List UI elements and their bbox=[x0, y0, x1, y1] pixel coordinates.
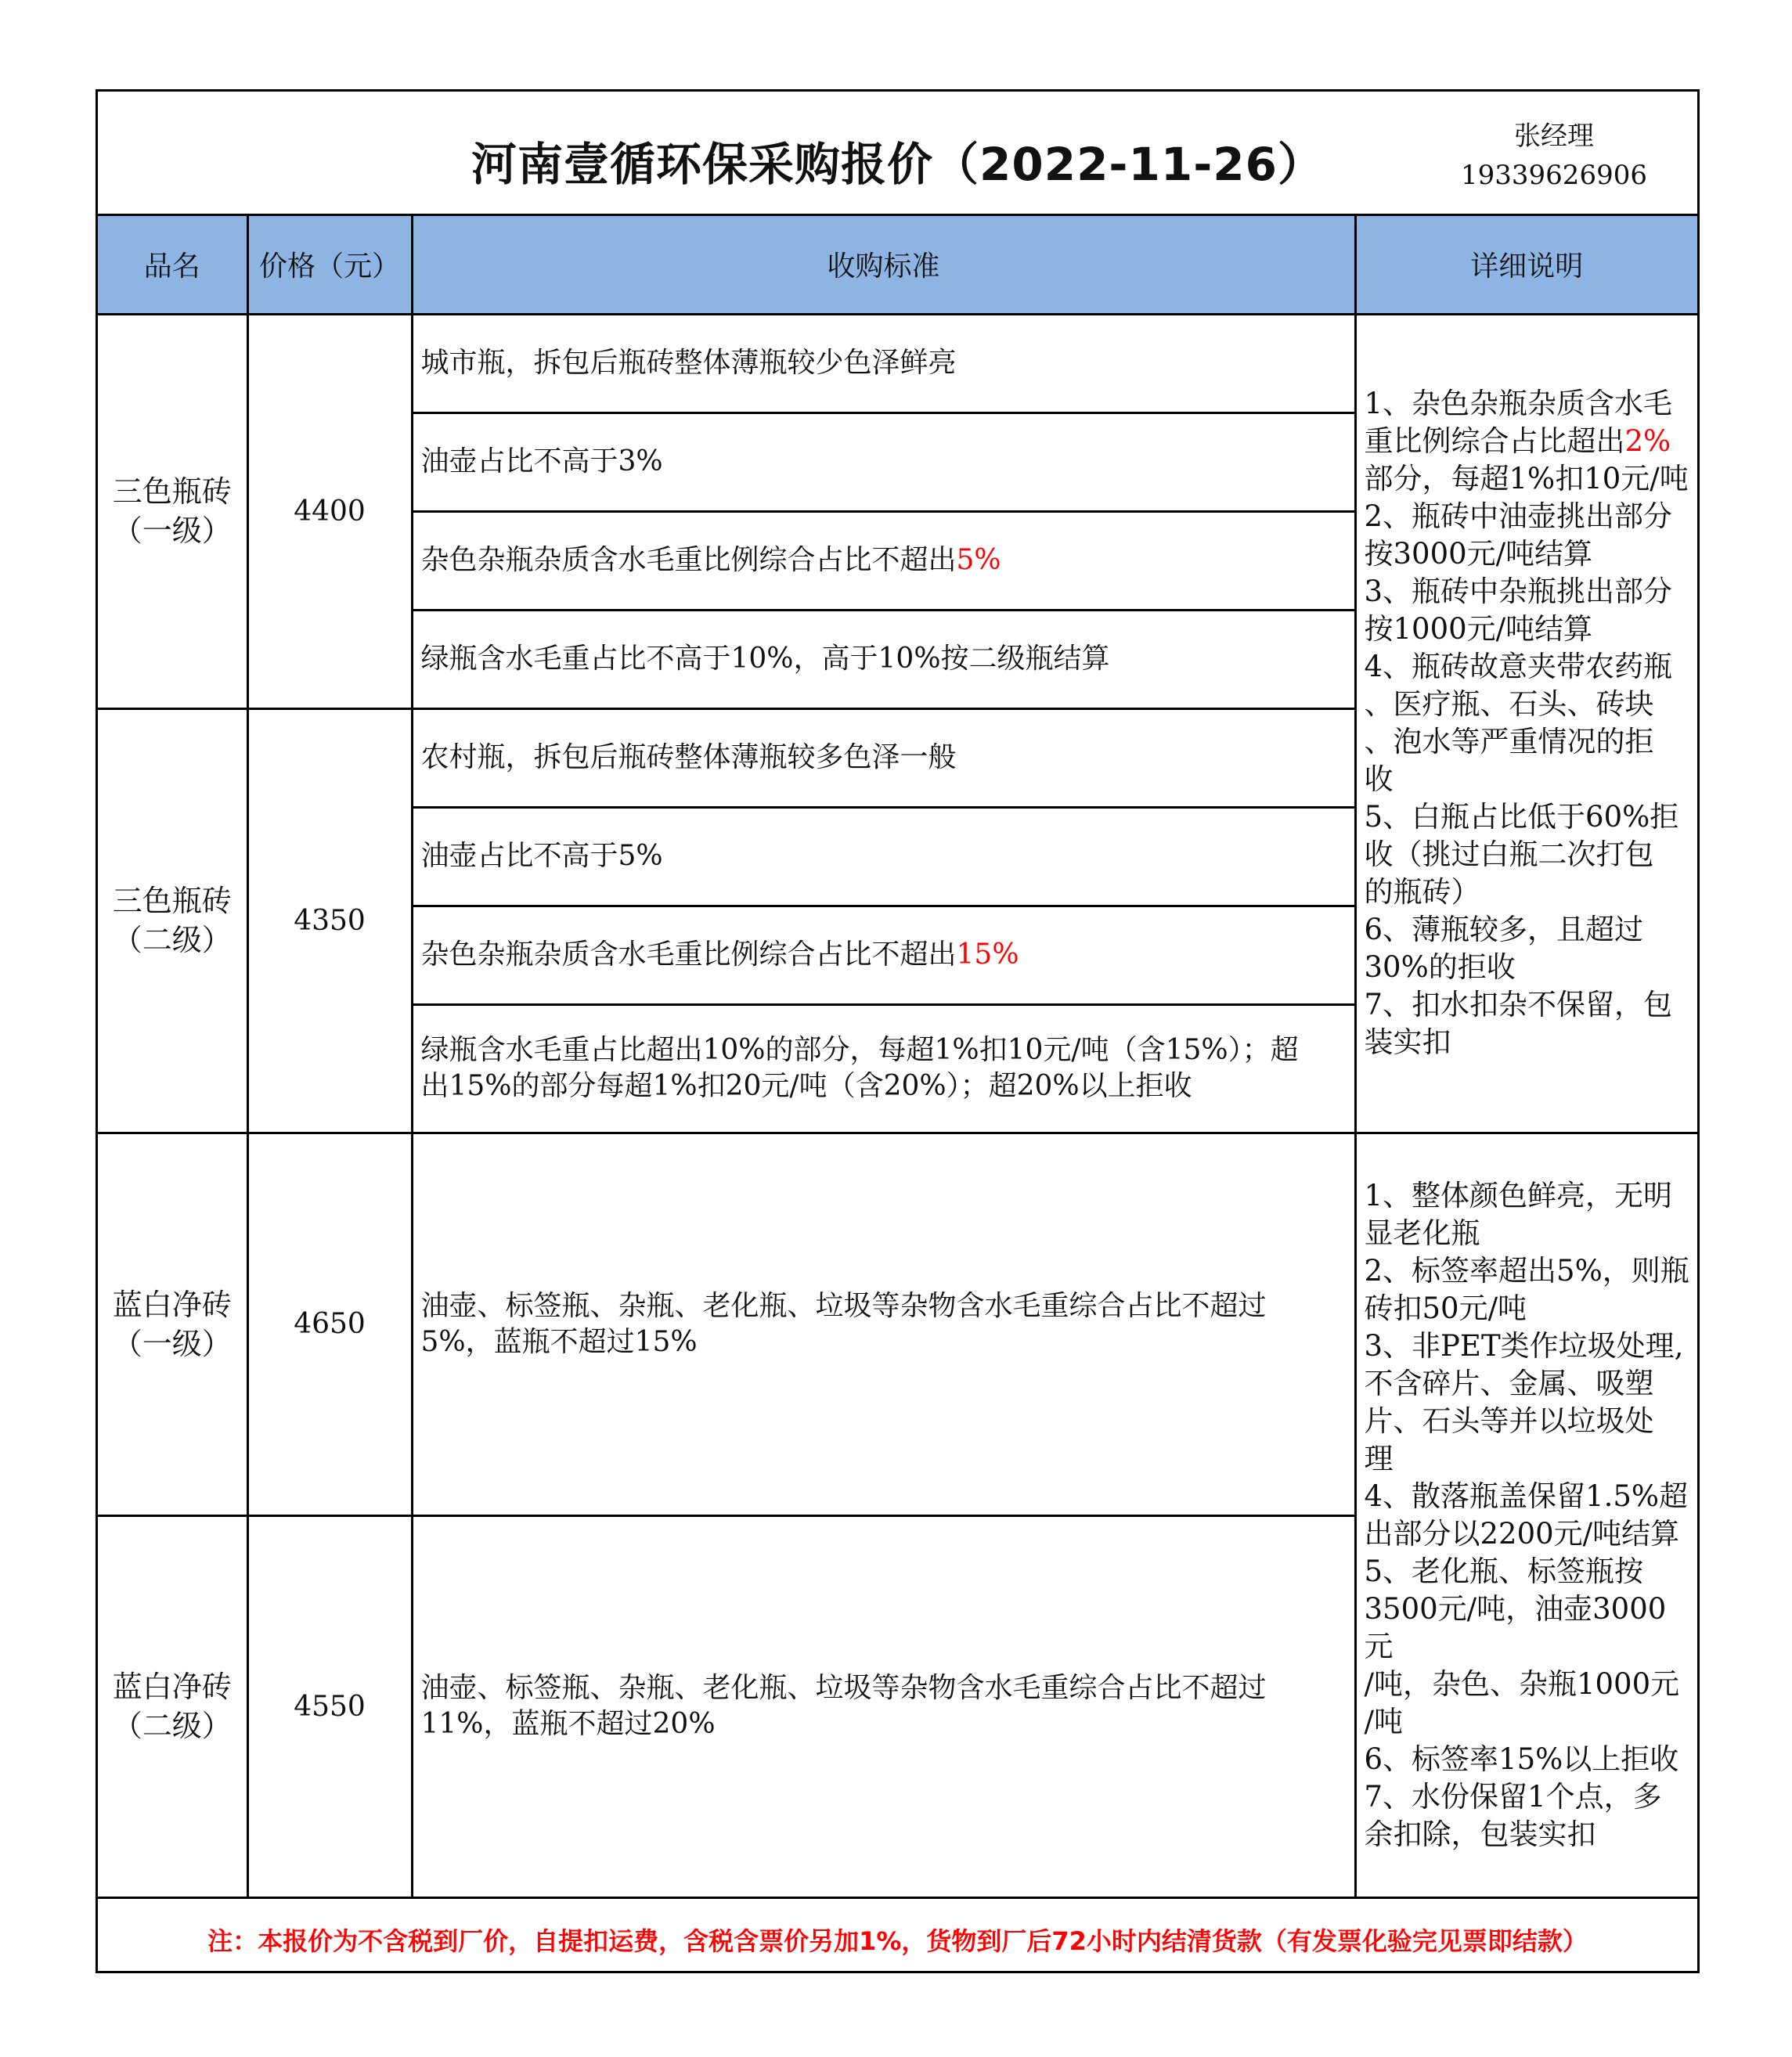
standard-cell: 杂色杂瓶杂质含水毛重比例综合占比不超出15% bbox=[412, 906, 1355, 1004]
table-row bbox=[98, 314, 1697, 412]
product-name: 三色瓶砖 （二级） bbox=[98, 708, 247, 1133]
footer-note: 注：本报价为不含税到厂价，自提扣运费，含税含票价另加1%，货物到厂后72小时内结清货款（有发票化验完见票即结款） bbox=[98, 1897, 1697, 1981]
price-sheet bbox=[96, 89, 1700, 1973]
standard-cell: 油壶、标签瓶、杂瓶、老化瓶、垃圾等杂物含水毛重综合占比不超过 11%，蓝瓶不超过20% bbox=[412, 1515, 1355, 1897]
standard-cell: 城市瓶，拆包后瓶砖整体薄瓶较少色泽鲜亮 bbox=[412, 314, 1355, 412]
standard-cell: 绿瓶含水毛重占比超出10%的部分，每超1%扣10元/吨（含15%）；超 出15%的部分每超1%扣20元/吨（含20%）；超20%以上拒收 bbox=[412, 1004, 1355, 1133]
product-price: 4400 bbox=[247, 314, 412, 708]
table-row bbox=[98, 1133, 1697, 1515]
note-row bbox=[98, 1897, 1697, 1981]
contact-info bbox=[1444, 117, 1664, 195]
detail-cell-bluewhite: 1、整体颜色鲜亮，无明 显老化瓶 2、标签率超出5%，则瓶 砖扣50元/吨 3、非PET类作垃圾处理, 不含碎片、金属、吸塑 片、石头等并以垃圾处 理 4、散落瓶盖保留1.5%超 出部分以2200元/吨结算 5、老化瓶、标签瓶按 3500元/吨，油壶3000元 /吨，杂色、杂瓶1000元 /吨 6、标签率15%以上拒收 7、水份保留1个点，多 余扣除，包装实扣 bbox=[1355, 1133, 1697, 1897]
standard-cell: 绿瓶含水毛重占比不高于10%，高于10%按二级瓶结算 bbox=[412, 610, 1355, 708]
standard-cell: 杂色杂瓶杂质含水毛重比例综合占比不超出5% bbox=[412, 511, 1355, 610]
product-price: 4350 bbox=[247, 708, 412, 1133]
detail-cell-tricolor: 1、杂色杂瓶杂质含水毛 重比例综合占比超出2% 部分，每超1%扣10元/吨 2、瓶砖中油壶挑出部分 按3000元/吨结算 3、瓶砖中杂瓶挑出部分 按1000元/吨结算 4、瓶砖故意夹带农药瓶 、医疗瓶、石头、砖块 、泡水等严重情况的拒 收 5、白瓶占比低于60%拒 收（挑过白瓶二次打包 的瓶砖） 6、薄瓶较多，且超过 30%的拒收 7、扣水扣杂不保留，包 装实扣 bbox=[1355, 314, 1697, 1133]
product-name: 蓝白净砖 （一级） bbox=[98, 1133, 247, 1515]
page-title: 河南壹循环保采购报价（2022-11-26） bbox=[471, 138, 1324, 191]
header-detail: 详细说明 bbox=[1355, 216, 1697, 314]
header-row bbox=[98, 216, 1697, 314]
title-row bbox=[98, 92, 1697, 216]
standard-cell: 油壶、标签瓶、杂瓶、老化瓶、垃圾等杂物含水毛重综合占比不超过 5%，蓝瓶不超过15% bbox=[412, 1133, 1355, 1515]
product-price: 4650 bbox=[247, 1133, 412, 1515]
header-price: 价格（元） bbox=[247, 216, 412, 314]
product-name: 蓝白净砖 （二级） bbox=[98, 1515, 247, 1897]
header-product-name: 品名 bbox=[98, 216, 247, 314]
product-price: 4550 bbox=[247, 1515, 412, 1897]
contact-phone: 19339626906 bbox=[1461, 160, 1647, 191]
contact-name: 张经理 bbox=[1514, 121, 1594, 152]
standard-cell: 油壶占比不高于3% bbox=[412, 412, 1355, 511]
price-table bbox=[98, 216, 1697, 1981]
product-name: 三色瓶砖 （一级） bbox=[98, 314, 247, 708]
header-standard: 收购标准 bbox=[412, 216, 1355, 314]
standard-cell: 油壶占比不高于5% bbox=[412, 807, 1355, 906]
standard-cell: 农村瓶，拆包后瓶砖整体薄瓶较多色泽一般 bbox=[412, 708, 1355, 807]
